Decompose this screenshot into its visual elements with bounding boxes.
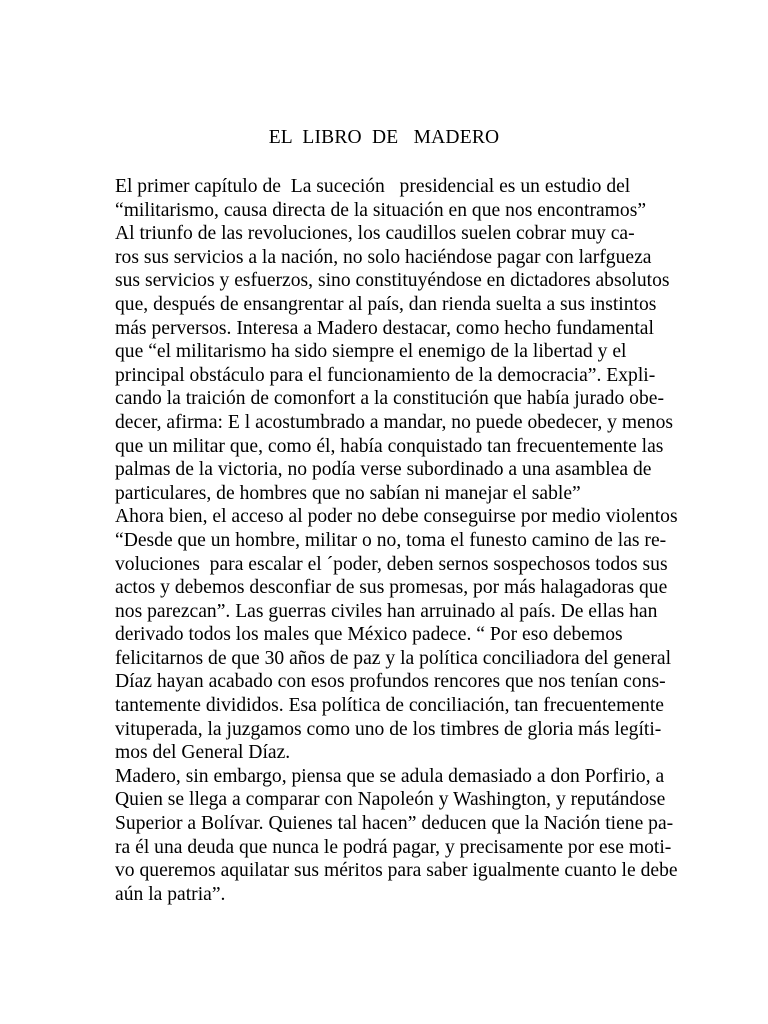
document-body (115, 175, 715, 906)
body-line: aún la patria”. (115, 883, 226, 905)
body-line: vo queremos aquilatar sus méritos para saber igualmente cuanto le debe (115, 860, 678, 882)
body-line: que, después de ensangrentar al país, dan rienda suelta a sus instintos (115, 293, 657, 315)
body-line: Al triunfo de las revoluciones, los caudillos suelen cobrar muy ca- (115, 223, 635, 245)
body-line: Díaz hayan acabado con esos profundos rencores que nos tenían cons- (115, 671, 666, 693)
body-line: más perversos. Interesa a Madero destacar, como hecho fundamental (115, 317, 654, 339)
body-line: Quien se llega a comparar con Napoleón y Washington, y reputándose (115, 789, 666, 811)
body-line: derivado todos los males que México padece. “ Por eso debemos (115, 624, 623, 646)
body-line: que “el militarismo ha sido siempre el enemigo de la libertad y el (115, 341, 627, 363)
body-line: principal obstáculo para el funcionamiento de la democracia”. Expli- (115, 364, 656, 386)
document-title: EL LIBRO DE MADERO (268, 127, 500, 148)
body-line: particulares, de hombres que no sabían ni manejar el sable” (115, 482, 581, 504)
body-line: ros sus servicios a la nación, no solo haciéndose pagar con larfgueza (115, 246, 652, 268)
body-line: sus servicios y esfuerzos, sino constituyéndose en dictadores absolutos (115, 270, 670, 292)
body-line: Ahora bien, el acceso al poder no debe conseguirse por medio violentos (115, 506, 678, 528)
body-line: cando la traición de comonfort a la constitución que había jurado obe- (115, 388, 664, 410)
body-line: actos y debemos desconfiar de sus promesas, por más halagadoras que (115, 577, 668, 599)
body-line: tantemente divididos. Esa política de conciliación, tan frecuentemente (115, 695, 664, 717)
body-line: felicitarnos de que 30 años de paz y la política conciliadora del general (115, 647, 672, 669)
body-line: “militarismo, causa directa de la situación en que nos encontramos” (115, 199, 647, 221)
body-line: que un militar que, como él, había conquistado tan frecuentemente las (115, 435, 664, 457)
body-line: ra él una deuda que nunca le podrá pagar, y precisamente por ese moti- (115, 836, 672, 858)
body-line: palmas de la victoria, no podía verse subordinado a una asamblea de (115, 459, 652, 481)
body-line: voluciones para escalar el ´poder, deben sernos sospechosos todos sus (115, 553, 668, 575)
body-line: Madero, sin embargo, piensa que se adula demasiado a don Porfirio, a (115, 765, 665, 787)
body-line: vituperada, la juzgamos como uno de los timbres de gloria más legíti- (115, 718, 662, 740)
body-line: decer, afirma: E l acostumbrado a mandar, no puede obedecer, y menos (115, 411, 674, 433)
body-line: nos parezcan”. Las guerras civiles han arruinado al país. De ellas han (115, 600, 658, 622)
body-line: “Desde que un hombre, militar o no, toma el funesto camino de las re- (115, 529, 667, 551)
body-line: mos del General Díaz. (115, 742, 291, 764)
body-line: El primer capítulo de La suceción presidencial es un estudio del (115, 176, 631, 197)
body-line: Superior a Bolívar. Quienes tal hacen” deducen que la Nación tiene pa- (115, 813, 674, 835)
